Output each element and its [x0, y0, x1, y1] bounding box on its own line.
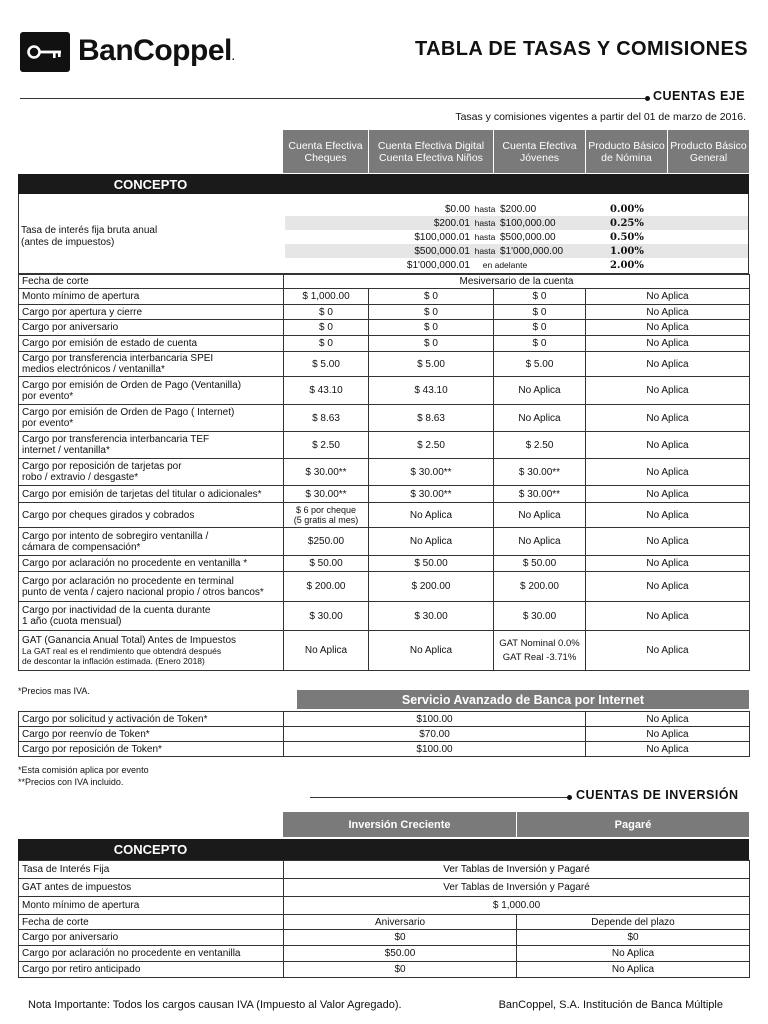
cell-value: No Aplica — [586, 352, 750, 377]
cell-value: No Aplica — [586, 432, 750, 459]
cell-value: $ 50.00 — [369, 556, 494, 572]
cell-value: No Aplica — [586, 742, 750, 757]
rate-row: $200.01 hasta $100,000.00 0.25% — [285, 216, 748, 230]
cell-value: No Aplica — [586, 459, 750, 486]
cell-value: No Aplica — [494, 528, 586, 556]
cell-value: $ 8.63 — [284, 405, 369, 432]
cell-value: No Aplica — [586, 405, 750, 432]
concept-header-fill — [283, 174, 749, 194]
cell-value: $ 30.00** — [284, 486, 369, 503]
cell-value: $ 30.00 — [369, 602, 494, 631]
table-row — [19, 459, 750, 486]
cell-value: $ 200.00 — [369, 572, 494, 602]
section-rule — [310, 797, 568, 798]
table-row — [19, 352, 750, 377]
cell-value: $ 5.00 — [494, 352, 586, 377]
cell-value: $ 30.00** — [494, 459, 586, 486]
cell-value: $ 0 — [494, 336, 586, 352]
footer-note: Nota Importante: Todos los cargos causan IVA (Impuesto al Valor Agregado). — [28, 999, 402, 1011]
cell-value: No Aplica — [586, 727, 750, 742]
internet-banking-header: Servicio Avanzado de Banca por Internet — [297, 690, 749, 709]
table-row — [19, 320, 750, 336]
cell-value: $70.00 — [284, 727, 586, 742]
token-fees-table — [18, 711, 750, 757]
table-row — [19, 879, 750, 897]
section-title-cuentas-eje: CUENTAS EJE — [653, 89, 746, 103]
row-label: Cargo por emisión de Orden de Pago (Ventanilla) por evento* — [19, 377, 284, 405]
row-label: Cargo por transferencia interbancaria SPEI medios electrónicos / ventanilla* — [19, 352, 284, 377]
cell-value: $ 200.00 — [494, 572, 586, 602]
footnotes: *Esta comisión aplica por evento **Precios con IVA incluido. — [18, 765, 149, 787]
cell-value: No Aplica — [586, 320, 750, 336]
row-label: Monto mínimo de apertura — [19, 289, 284, 305]
iva-note: *Precios mas IVA. — [18, 686, 90, 696]
table-row — [19, 528, 750, 556]
cell-value: No Aplica — [586, 486, 750, 503]
table-row — [19, 897, 750, 915]
cell-value: No Aplica — [586, 336, 750, 352]
cell-value: No Aplica — [284, 631, 369, 671]
row-label: Cargo por emisión de Orden de Pago ( Internet) por evento* — [19, 405, 284, 432]
cell-value: No Aplica — [586, 631, 750, 671]
cell-value: $ 30.00** — [369, 459, 494, 486]
cell-value: No Aplica — [369, 503, 494, 528]
col-header: Cuenta Efectiva Digital Cuenta Efectiva Niños — [368, 130, 493, 173]
col-header: Cuenta Efectiva Cheques — [283, 130, 368, 173]
table-row — [19, 930, 750, 946]
col-header: Producto Básico General — [667, 130, 749, 173]
table-row — [19, 275, 750, 289]
cell-value: $250.00 — [284, 528, 369, 556]
rate-row: $1'000,000.01 en adelante 2.00% — [406, 259, 644, 271]
row-label: Cargo por reposición de tarjetas por robo / extravio / desgaste* — [19, 459, 284, 486]
table-row — [19, 602, 750, 631]
row-label: Cargo por aclaración no procedente en ventanilla * — [19, 556, 284, 572]
cell-value: $100.00 — [284, 712, 586, 727]
table-row — [19, 742, 750, 757]
validity-note: Tasas y comisiones vigentes a partir del 01 de marzo de 2016. — [455, 111, 746, 123]
cell-value: $ 0 — [284, 305, 369, 320]
brand-logo — [20, 32, 70, 72]
cell-value: No Aplica — [586, 503, 750, 528]
cell-value: $ 0 — [369, 289, 494, 305]
cell-value: $ 43.10 — [284, 377, 369, 405]
row-label: Cargo por aclaración no procedente en terminal punto de venta / cajero nacional propio / otros bancos* — [19, 572, 284, 602]
cell-value: $ 8.63 — [369, 405, 494, 432]
cell-value: No Aplica — [586, 528, 750, 556]
cell-value: $ 1,000.00 — [284, 289, 369, 305]
cell-value: $ 2.50 — [369, 432, 494, 459]
row-label: Cargo por aniversario — [19, 320, 284, 336]
cell-value: Mesiversario de la cuenta — [284, 275, 750, 289]
row-label: Cargo por inactividad de la cuenta durante 1 año (cuota mensual) — [19, 602, 284, 631]
cell-value: $ 30.00** — [284, 459, 369, 486]
cell-value: $ 30.00** — [494, 486, 586, 503]
table-row — [19, 946, 750, 962]
cell-value: No Aplica — [494, 405, 586, 432]
row-label: Cargo por apertura y cierre — [19, 305, 284, 320]
cell-value: $50.00 — [284, 946, 517, 962]
concept-header-fill — [283, 839, 749, 860]
col-header: Pagaré — [516, 812, 749, 837]
cell-value: No Aplica — [517, 946, 750, 962]
table-row — [19, 289, 750, 305]
row-label: Cargo por reenvío de Token* — [19, 727, 284, 742]
section-bullet-icon — [567, 795, 572, 800]
cell-value: $ 6 por cheque (5 gratis al mes) — [284, 503, 369, 528]
cell-value: Ver Tablas de Inversión y Pagaré — [284, 861, 750, 879]
cell-value: No Aplica — [586, 556, 750, 572]
table-row — [19, 572, 750, 602]
section-rule — [20, 98, 645, 99]
row-label: Cargo por intento de sobregiro ventanilla / cámara de compensación* — [19, 528, 284, 556]
cell-value: No Aplica — [369, 631, 494, 671]
rate-row: $500,000.01 hasta $1'000,000.00 1.00% — [285, 244, 748, 258]
cell-value: $ 5.00 — [369, 352, 494, 377]
row-label: Fecha de corte — [19, 275, 284, 289]
eje-fees-table — [18, 274, 750, 671]
rate-block — [18, 194, 749, 274]
cell-value: No Aplica — [586, 572, 750, 602]
table-row — [19, 712, 750, 727]
section-title-inversion: CUENTAS DE INVERSIÓN — [576, 788, 739, 802]
inversion-table — [18, 860, 750, 978]
cell-value: No Aplica — [586, 289, 750, 305]
cell-value: Depende del plazo — [517, 915, 750, 930]
col-header: Cuenta Efectiva Jóvenes — [493, 130, 585, 173]
row-label: Cargo por transferencia interbancaria TEF internet / ventanilla* — [19, 432, 284, 459]
row-label: Cargo por retiro anticipado — [19, 962, 284, 978]
rate-row: $100,000.01 hasta $500,000.00 0.50% — [414, 231, 644, 243]
row-label: Monto mínimo de apertura — [19, 897, 284, 915]
cell-value: No Aplica — [586, 377, 750, 405]
cell-value: GAT Nominal 0.0% GAT Real -3.71% — [494, 631, 586, 671]
table-row — [19, 556, 750, 572]
brand-name: BanCoppel. — [78, 34, 235, 67]
cell-value: $ 0 — [369, 320, 494, 336]
table-row — [19, 377, 750, 405]
table-row — [19, 432, 750, 459]
row-label: Cargo por emisión de tarjetas del titular o adicionales* — [19, 486, 284, 503]
cell-value: $ 0 — [369, 305, 494, 320]
row-label: Cargo por reposición de Token* — [19, 742, 284, 757]
cell-value: $ 0 — [494, 305, 586, 320]
cell-value: $0 — [284, 962, 517, 978]
table-row — [19, 503, 750, 528]
concept-header: CONCEPTO — [18, 839, 283, 860]
rate-label: Tasa de interés fija bruta anual (antes de impuestos) — [21, 225, 158, 248]
col-header: Producto Básico de Nómina — [585, 130, 667, 173]
cell-value: $ 0 — [494, 289, 586, 305]
row-label: Cargo por aclaración no procedente en ventanilla — [19, 946, 284, 962]
cell-value: $ 0 — [284, 320, 369, 336]
key-icon — [20, 32, 70, 72]
table-row — [19, 405, 750, 432]
row-label: Cargo por solicitud y activación de Token* — [19, 712, 284, 727]
cell-value: $ 30.00 — [284, 602, 369, 631]
footer-company: BanCoppel, S.A. Institución de Banca Múltiple — [498, 999, 723, 1011]
cell-value: No Aplica — [369, 528, 494, 556]
row-label: GAT (Ganancia Anual Total) Antes de Impuestos La GAT real es el rendimiento que obtendrá después de descontar la inflación estimada. (Enero 2018) — [19, 631, 284, 671]
table-row — [19, 962, 750, 978]
row-label: Tasa de Interés Fija — [19, 861, 284, 879]
cell-value: $ 2.50 — [284, 432, 369, 459]
cell-value: No Aplica — [494, 503, 586, 528]
cell-value: $ 43.10 — [369, 377, 494, 405]
table-row — [19, 861, 750, 879]
page-title: TABLA DE TASAS Y COMISIONES — [414, 38, 748, 60]
rate-row: $0.00 hasta $200.00 0.00% — [444, 203, 644, 215]
cell-value: $ 0 — [369, 336, 494, 352]
table-row — [19, 915, 750, 930]
inversion-column-headers — [283, 812, 749, 837]
table-row — [19, 336, 750, 352]
section-bullet-icon — [645, 96, 650, 101]
cell-value: $ 30.00** — [369, 486, 494, 503]
cell-value: $ 50.00 — [284, 556, 369, 572]
col-header: Inversión Creciente — [283, 812, 516, 837]
table-row — [19, 727, 750, 742]
cell-value: $ 5.00 — [284, 352, 369, 377]
eje-column-headers — [283, 130, 749, 173]
row-label: Cargo por emisión de estado de cuenta — [19, 336, 284, 352]
cell-value: Ver Tablas de Inversión y Pagaré — [284, 879, 750, 897]
cell-value: No Aplica — [494, 377, 586, 405]
cell-value: $ 1,000.00 — [284, 897, 750, 915]
cell-value: $ 50.00 — [494, 556, 586, 572]
cell-value: $ 0 — [494, 320, 586, 336]
concept-header: CONCEPTO — [18, 174, 283, 194]
cell-value: $ 2.50 — [494, 432, 586, 459]
table-row — [19, 631, 750, 671]
cell-value: No Aplica — [586, 602, 750, 631]
cell-value: $ 30.00 — [494, 602, 586, 631]
cell-value: $100.00 — [284, 742, 586, 757]
table-row — [19, 305, 750, 320]
cell-value: $0 — [517, 930, 750, 946]
cell-value: $0 — [284, 930, 517, 946]
cell-value: No Aplica — [586, 712, 750, 727]
row-label: Cargo por cheques girados y cobrados — [19, 503, 284, 528]
rate-list — [285, 202, 748, 272]
cell-value: No Aplica — [517, 962, 750, 978]
row-label: Fecha de corte — [19, 915, 284, 930]
row-label: GAT antes de impuestos — [19, 879, 284, 897]
table-row — [19, 486, 750, 503]
row-label: Cargo por aniversario — [19, 930, 284, 946]
cell-value: $ 0 — [284, 336, 369, 352]
cell-value: Aniversario — [284, 915, 517, 930]
cell-value: $ 200.00 — [284, 572, 369, 602]
cell-value: No Aplica — [586, 305, 750, 320]
